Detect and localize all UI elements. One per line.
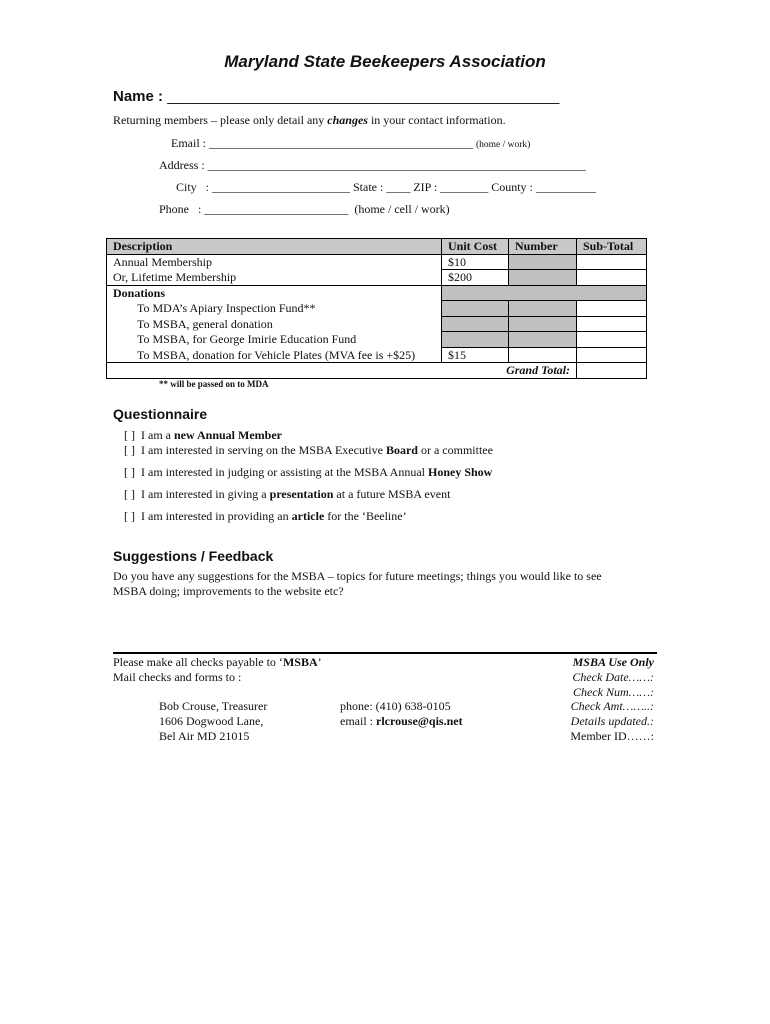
row-subtotal-cell[interactable] <box>577 270 647 286</box>
row-subtotal-cell[interactable] <box>577 332 647 348</box>
row-description: To MSBA, for George Imirie Education Fund <box>107 332 442 348</box>
row-unit-cost: $10 <box>442 254 509 270</box>
row-number-cell <box>509 270 577 286</box>
table-row <box>107 347 647 363</box>
row-unit-cost-cell <box>442 332 509 348</box>
address-field[interactable] <box>159 158 586 173</box>
questionnaire-item[interactable]: [ ] I am interested in judging or assisting at the MSBA Annual Honey Show <box>124 465 493 479</box>
suggestions-heading: Suggestions / Feedback <box>113 548 274 564</box>
row-unit-cost: $15 <box>442 347 509 363</box>
returning-note: Returning members – please only detail any changes in your contact information. <box>113 113 506 127</box>
header-description: Description <box>107 239 442 255</box>
checkbox-icon[interactable]: [ ] <box>124 465 135 479</box>
row-description: To MSBA, donation for Vehicle Plates (MVA fee is +$25) <box>107 347 442 363</box>
phone-label: Phone <box>159 202 189 216</box>
questionnaire-item[interactable]: [ ] I am interested in serving on the MSBA Executive Board or a committee <box>124 443 493 457</box>
row-number-cell[interactable] <box>509 347 577 363</box>
table-row-grand-total <box>107 363 647 379</box>
city-state-zip-county-field[interactable] <box>176 180 596 195</box>
address-input-line[interactable]: _______________________________________________________________ <box>207 158 586 172</box>
address-label: Address : <box>159 158 205 172</box>
phone-hint: (home / cell / work) <box>354 202 450 216</box>
row-unit-cost: $200 <box>442 270 509 286</box>
email-link[interactable]: rlcrouse@qis.net <box>376 714 463 728</box>
header-subtotal: Sub-Total <box>577 239 647 255</box>
table-row <box>107 332 647 348</box>
treasurer-street: 1606 Dogwood Lane, <box>159 714 264 728</box>
table-header-row <box>107 239 647 255</box>
row-subtotal-cell[interactable] <box>577 347 647 363</box>
table-footnote: ** will be passed on to MDA <box>159 379 269 389</box>
header-unit-cost: Unit Cost <box>442 239 509 255</box>
suggestions-text-line2: MSBA doing; improvements to the website etc? <box>113 584 344 598</box>
table-row <box>107 316 647 332</box>
checkbox-icon[interactable]: [ ] <box>124 487 135 501</box>
grand-total-cell[interactable] <box>577 363 647 379</box>
city-label: City <box>176 180 197 194</box>
email-hint: (home / work) <box>476 140 531 150</box>
row-description: To MSBA, general donation <box>107 316 442 332</box>
row-number-cell <box>509 316 577 332</box>
table-row <box>107 270 647 286</box>
treasurer-email[interactable]: email : rlcrouse@qis.net <box>340 714 463 728</box>
use-only-member-id: Member ID……: <box>570 729 654 743</box>
page-title: Maryland State Beekeepers Association <box>224 52 546 71</box>
treasurer-phone: phone: (410) 638-0105 <box>340 699 451 713</box>
use-only-check-num: Check Num……: <box>573 685 654 699</box>
checks-payable-note: Please make all checks payable to ‘MSBA’ <box>113 655 322 669</box>
row-number-cell <box>509 254 577 270</box>
footer-divider <box>113 652 657 654</box>
fees-table <box>106 238 647 379</box>
row-unit-cost-cell <box>442 316 509 332</box>
city-input-line[interactable]: : _______________________ State : ____ ZIP : ________ County : __________ <box>205 180 596 194</box>
mail-note: Mail checks and forms to : <box>113 670 242 684</box>
row-number-cell <box>509 301 577 317</box>
table-row-donations-header <box>107 285 647 301</box>
row-subtotal-cell[interactable] <box>577 254 647 270</box>
email-field[interactable] <box>171 136 530 151</box>
questionnaire-item[interactable]: [ ] I am a new Annual Member <box>124 428 282 442</box>
table-row <box>107 254 647 270</box>
email-input-line[interactable]: ____________________________________________ <box>209 136 473 150</box>
row-description: Donations <box>107 285 442 301</box>
row-subtotal-cell[interactable] <box>577 316 647 332</box>
use-only-check-date: Check Date……: <box>572 670 654 684</box>
row-subtotal-cell[interactable] <box>577 301 647 317</box>
questionnaire-heading: Questionnaire <box>113 406 208 422</box>
row-description: Or, Lifetime Membership <box>107 270 442 286</box>
row-number-cell <box>509 332 577 348</box>
grand-total-label: Grand Total: <box>107 363 577 379</box>
treasurer-name: Bob Crouse, Treasurer <box>159 699 268 713</box>
use-only-details-updated: Details updated.: <box>570 714 654 728</box>
row-description: Annual Membership <box>107 254 442 270</box>
phone-field[interactable] <box>159 202 450 217</box>
use-only-check-amt: Check Amt……..: <box>570 699 654 713</box>
name-label: Name : <box>113 88 164 105</box>
checkbox-icon[interactable]: [ ] <box>124 443 135 457</box>
checkbox-icon[interactable]: [ ] <box>124 509 135 523</box>
email-label: Email : <box>171 136 206 150</box>
questionnaire-item[interactable]: [ ] I am interested in giving a presentation at a future MSBA event <box>124 487 451 501</box>
questionnaire-item[interactable]: [ ] I am interested in providing an article for the ‘Beeline’ <box>124 509 407 523</box>
table-row <box>107 301 647 317</box>
row-description: To MDA’s Apiary Inspection Fund** <box>107 301 442 317</box>
row-unit-cost-cell <box>442 301 509 317</box>
row-grey-span <box>442 285 647 301</box>
suggestions-text-line1: Do you have any suggestions for the MSBA – topics for future meetings; things you would like to see <box>113 569 602 583</box>
use-only-heading: MSBA Use Only <box>572 655 654 669</box>
phone-input-line[interactable]: : ________________________ <box>198 202 349 216</box>
header-number: Number <box>509 239 577 255</box>
name-input-line[interactable]: _______________________________________________ <box>167 88 560 105</box>
name-field[interactable] <box>113 88 559 105</box>
checkbox-icon[interactable]: [ ] <box>124 428 135 442</box>
treasurer-city: Bel Air MD 21015 <box>159 729 250 743</box>
